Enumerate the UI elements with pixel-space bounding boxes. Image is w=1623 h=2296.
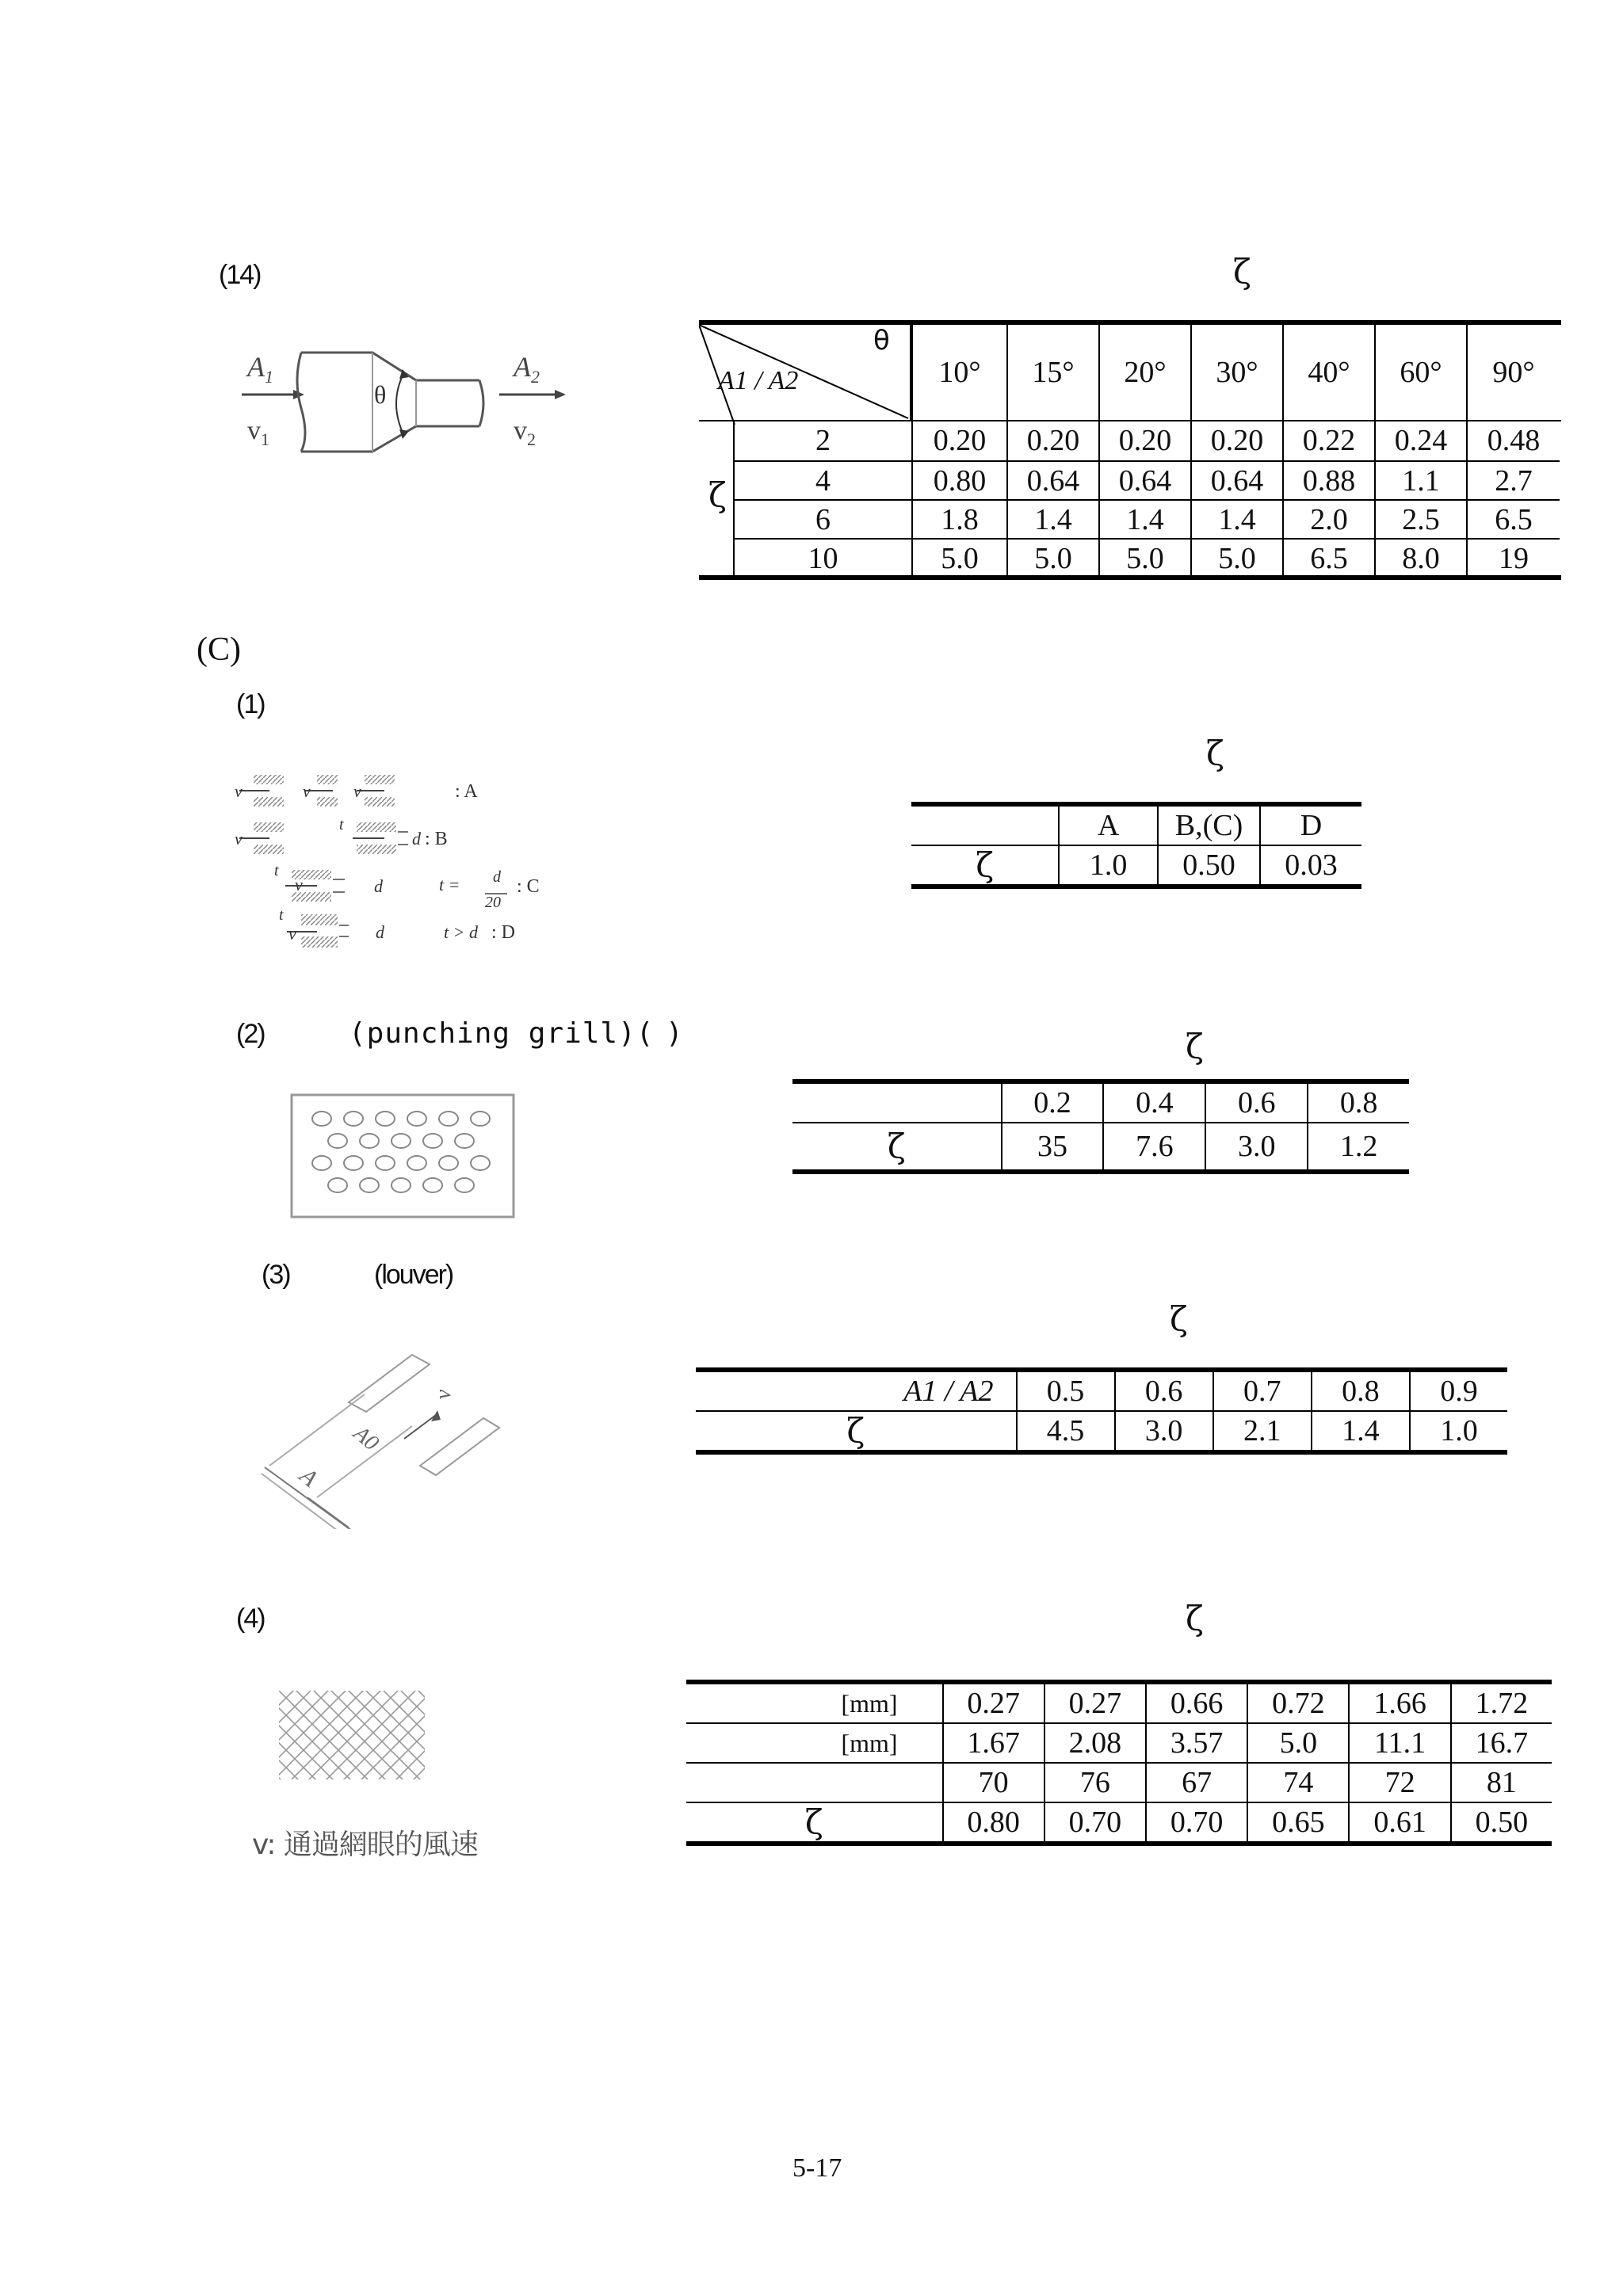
angle-header-6: 90° [1466,325,1560,420]
wire-mesh-row [686,1763,1552,1802]
section-3-label: (3) [262,1260,290,1290]
orifice-t-c: t [274,862,279,879]
wire-mesh-row [686,1682,1552,1723]
diagram-v1-label: $v_1$ [247,416,269,449]
wire-mesh-value-cell: 11.1 [1349,1723,1450,1763]
orifice-label-d: : D [491,922,515,943]
louver-header-label: A1 / A2 [696,1370,1017,1411]
diagram-a1-label: $A_1$ [247,351,273,387]
louver-header-4: 0.8 [1312,1370,1410,1411]
louver-header-3: 0.7 [1213,1370,1312,1411]
wire-mesh-value-cell: 5.0 [1247,1723,1349,1763]
zeta-value-cell: 0.48 [1466,421,1560,460]
grill-row-label: ζ [792,1123,1002,1172]
wire-mesh-value-cell: 0.27 [1044,1682,1146,1723]
zeta-value-cell: 0.64 [1190,460,1282,499]
diagram-v2-label: $v_2$ [514,416,536,449]
zeta-value-cell: 1.1 [1374,460,1466,499]
zeta-value-cell: 5.0 [911,538,1006,577]
wire-mesh-value-cell: 0.72 [1247,1682,1349,1723]
louver-table [696,1367,1507,1455]
corner-ratio: A1 / A2 [718,366,799,395]
zeta-value-cell: 0.22 [1282,421,1374,460]
grill-header-1: 0.2 [1002,1081,1104,1123]
orifice-value-b: 0.50 [1158,845,1260,887]
wire-mesh-table-body [686,1682,1552,1844]
louver-value-5: 1.0 [1410,1411,1507,1452]
grill-table-blank [792,1081,1002,1123]
wire-mesh-value-cell: 1.67 [943,1723,1044,1763]
wire-mesh-value-cell: 1.66 [1349,1682,1450,1723]
wire-mesh-caption: v: 通過網眼的風速 [252,1829,478,1861]
wire-mesh-value-cell: 0.61 [1349,1802,1450,1844]
wire-mesh-row-label: ζ [686,1802,943,1844]
zeta-value-cell: 0.64 [1006,460,1098,499]
zeta-value-cell: 0.80 [911,460,1006,499]
wire-mesh [277,1689,428,1784]
wire-mesh-value-cell: 0.66 [1146,1682,1247,1723]
orifice-twenty: 20 [485,894,501,911]
zeta-value-cell: 5.0 [1006,538,1098,577]
orifice-v-c: v [295,875,303,894]
wire-mesh-value-cell: 76 [1044,1763,1146,1802]
orifice-d-d: d [376,922,384,942]
diagram-theta-label: θ [374,380,387,409]
louver-row-label: ζ [696,1411,1017,1452]
orifice-table [911,802,1361,889]
angle-header-5: 60° [1374,325,1466,420]
zeta-value-cell: 1.4 [1098,499,1190,538]
grill-value-2: 7.6 [1103,1123,1205,1172]
section-14-label: (14) [219,260,261,290]
grill-value-1: 35 [1002,1123,1104,1172]
zeta-value-cell: 6.5 [1282,538,1374,577]
orifice-v-a3: v [353,781,361,801]
wire-mesh-value-cell: 16.7 [1451,1723,1552,1763]
louver-header-1: 0.5 [1017,1370,1115,1411]
wire-mesh-row-label: [mm] [686,1682,943,1723]
orifice-label-c: : C [517,876,540,897]
wire-mesh-value-cell: 2.08 [1044,1723,1146,1763]
zeta-value-cell: 8.0 [1374,538,1466,577]
wire-mesh-value-cell: 1.72 [1451,1682,1552,1723]
wire-mesh-row-label: [mm] [686,1723,943,1763]
orifice-t-d: t [279,906,284,924]
wire-mesh-value-cell: 0.80 [943,1802,1044,1844]
orifice-value-a: 1.0 [1059,845,1158,887]
ratio-cell: 10 [735,538,911,577]
zeta-value-cell: 0.24 [1374,421,1466,460]
orifice-v-a2: v [303,781,311,801]
page-number: 5-17 [792,2153,842,2183]
louver-value-1: 4.5 [1017,1411,1115,1452]
zeta-value-cell: 0.64 [1098,460,1190,499]
wire-mesh-value-cell: 0.65 [1247,1802,1349,1844]
louver-value-2: 3.0 [1115,1411,1213,1452]
wire-mesh-value-cell: 70 [943,1763,1044,1802]
zeta-value-cell: 2.7 [1466,460,1560,499]
wire-mesh-value-cell: 3.57 [1146,1723,1247,1763]
zeta-value-cell: 0.20 [1098,421,1190,460]
zeta-value-cell: 2.0 [1282,499,1374,538]
orifice-v-b1: v [235,829,242,849]
section-1-label: (1) [236,689,265,719]
zeta-value-cell: 0.20 [1190,421,1282,460]
louver-value-4: 1.4 [1312,1411,1410,1452]
section-3-zeta-heading: ζ [1170,1299,1188,1338]
louver-value-3: 2.1 [1213,1411,1312,1452]
wire-mesh-table [686,1680,1552,1846]
orifice-row-label: ζ [911,845,1059,887]
contraction-table-bottom-rule [699,575,1561,580]
wire-mesh-value-cell: 74 [1247,1763,1349,1802]
zeta-value-cell: 6.5 [1466,499,1560,538]
section-2-title: (punching grill)( [349,1017,655,1050]
punching-grill-table [792,1079,1409,1174]
wire-mesh-value-cell: 0.50 [1451,1802,1552,1844]
wire-mesh-row-label [686,1763,943,1802]
zeta-value-cell: 0.20 [911,421,1006,460]
louver-label-v: v [431,1389,456,1400]
wire-mesh-value-cell: 0.70 [1044,1802,1146,1844]
grill-header-3: 0.6 [1205,1081,1308,1123]
angle-header-3: 30° [1190,325,1282,420]
section-3-title: (louver) [374,1260,453,1290]
zeta-value-cell: 0.88 [1282,460,1374,499]
zeta-value-cell: 5.0 [1190,538,1282,577]
orifice-table-blank [911,804,1059,845]
angle-header-0: 10° [911,325,1006,420]
section-2-title-end: ) [666,1017,683,1050]
orifice-d-over: d [493,868,501,886]
louver-header-5: 0.9 [1410,1370,1507,1411]
zeta-value-cell: 1.8 [911,499,1006,538]
section-4-zeta-heading: ζ [1186,1599,1204,1638]
wire-mesh-row [686,1723,1552,1763]
section-1-zeta-heading: ζ [1206,734,1224,772]
ratio-cell: 4 [735,460,911,499]
zeta-value-cell: 1.4 [1190,499,1282,538]
zeta-value-cell: 2.5 [1374,499,1466,538]
orifice-header-d: D [1260,804,1361,845]
section-2-label: (2) [236,1019,265,1049]
zeta-value-cell: 0.20 [1006,421,1098,460]
grill-header-2: 0.4 [1103,1081,1205,1123]
orifice-label-b: : B [425,829,448,849]
orifice-header-a: A [1059,804,1158,845]
orifice-v-d: v [288,924,296,944]
louver-label-a0: A0 [348,1421,384,1456]
angle-header-1: 15° [1006,325,1098,420]
zeta-value-cell: 19 [1466,538,1560,577]
orifice-d-b: d [412,829,421,849]
wire-mesh-value-cell: 0.70 [1146,1802,1247,1844]
diagram-a2-label: $A_2$ [514,351,540,387]
louver-label-a: A [294,1463,323,1493]
orifice-t-gt: t > d [444,922,478,942]
wire-mesh-value-cell: 0.27 [943,1682,1044,1723]
louver-header-2: 0.6 [1115,1370,1213,1411]
orifice-value-d: 0.03 [1260,845,1361,887]
grill-header-4: 0.8 [1308,1081,1409,1123]
orifice-t-eq: t = [439,875,460,894]
orifice-shapes [230,769,594,967]
wire-mesh-row [686,1802,1552,1844]
section-c-heading: (C) [197,631,241,668]
section-14-zeta-heading: ζ [1233,252,1251,291]
zeta-row-group: ζ [708,475,727,514]
grill-value-3: 3.0 [1205,1123,1308,1172]
angle-header-4: 40° [1282,325,1374,420]
ratio-cell: 2 [815,424,831,457]
perforated-plate [290,1093,520,1220]
grill-value-4: 1.2 [1308,1123,1409,1172]
wire-mesh-value-cell: 72 [1349,1763,1450,1802]
section-2-zeta-heading: ζ [1186,1027,1204,1066]
wire-mesh-value-cell: 67 [1146,1763,1247,1802]
zeta-value-cell: 5.0 [1098,538,1190,577]
section-4-label: (4) [236,1604,265,1634]
angle-header-2: 20° [1098,325,1190,420]
ratio-cell: 6 [735,499,911,538]
corner-theta: θ [873,325,890,357]
wire-mesh-value-cell: 81 [1451,1763,1552,1802]
orifice-label-a: : A [455,781,478,802]
orifice-d-c: d [374,876,383,896]
orifice-v-a1: v [235,781,242,801]
orifice-t-b: t [339,816,344,833]
orifice-header-b: B,(C) [1158,804,1260,845]
contraction-duct-shape [285,333,618,491]
zeta-value-cell: 1.4 [1006,499,1098,538]
